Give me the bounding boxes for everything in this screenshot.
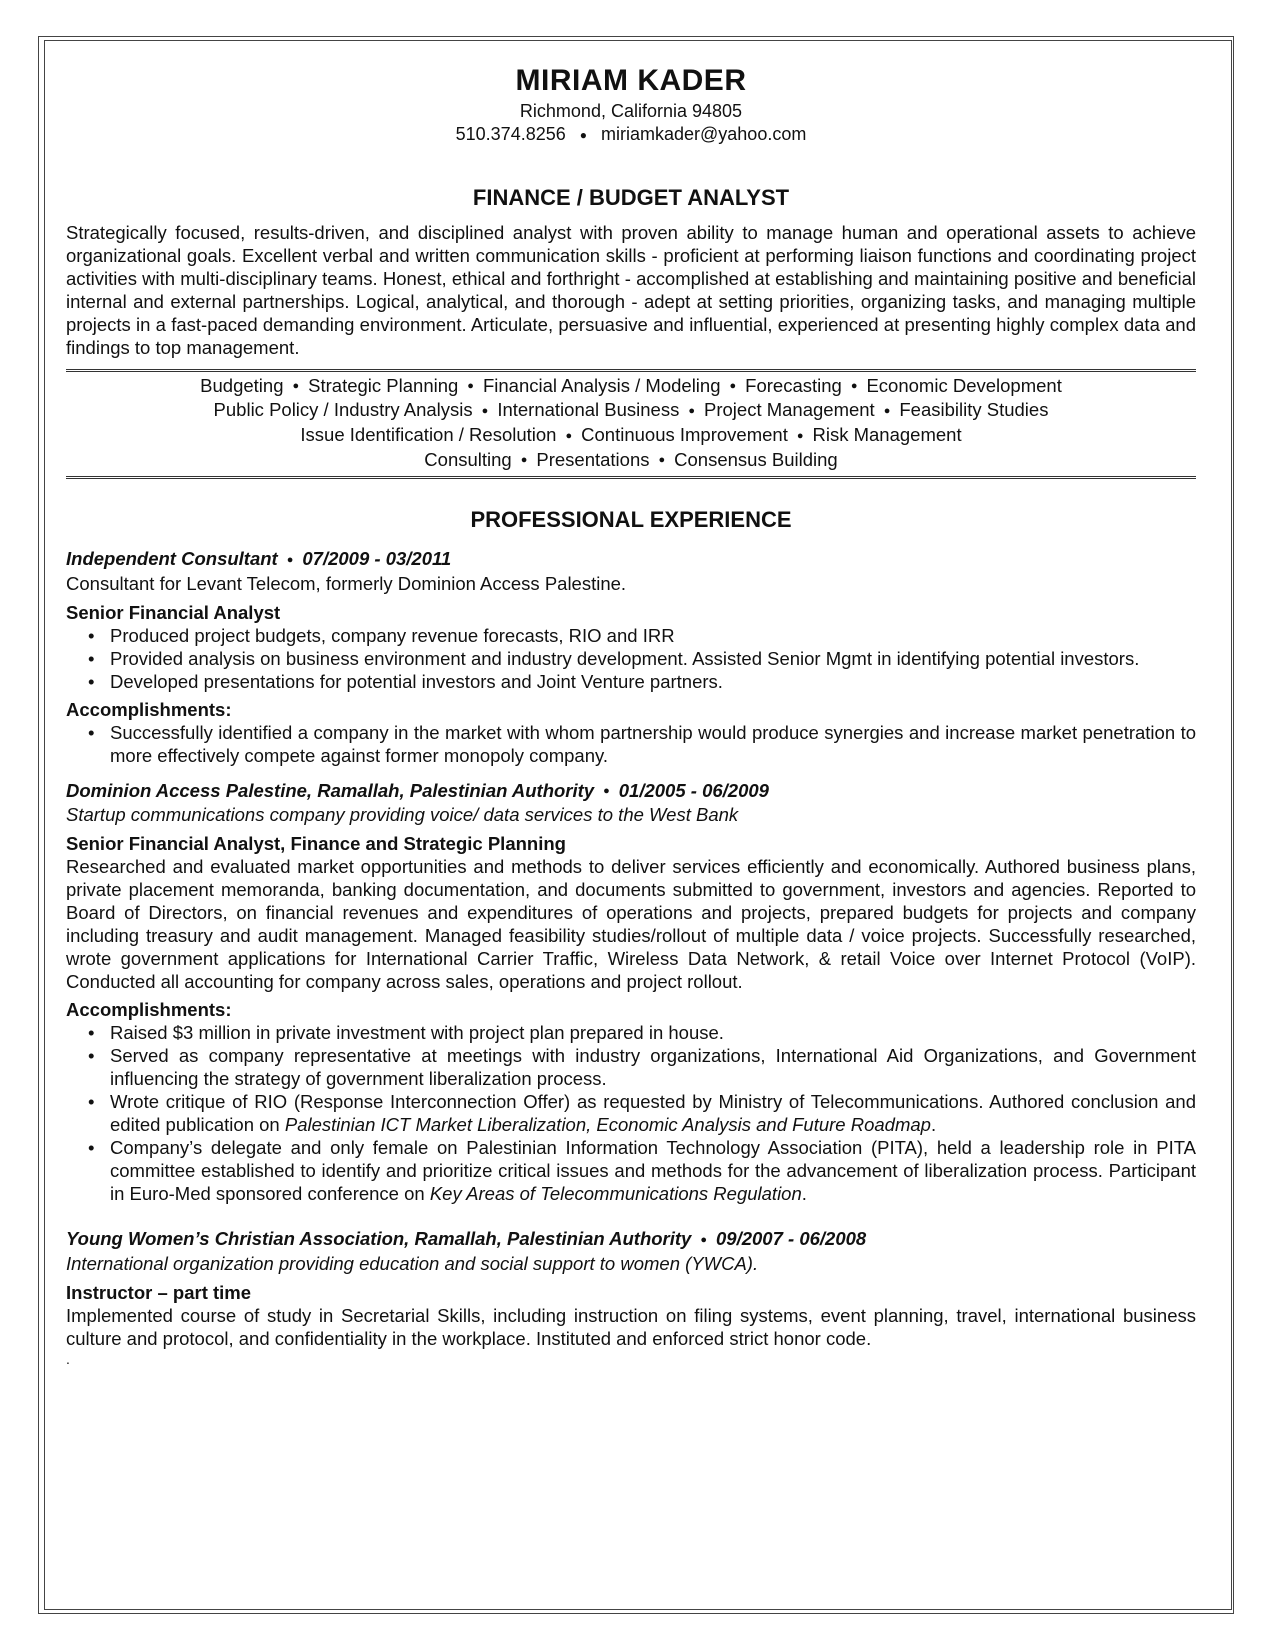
job-1-accomplishments-label: Accomplishments: xyxy=(66,698,232,720)
skills-box xyxy=(66,369,1196,479)
bullet-dot-icon: ● xyxy=(286,553,294,566)
text-run: Company’s delegate and only female on Palestinian Information Technology Association (PITA), held a leadership role in PITA committee established to identify and prioritize critical issues and methods for the advancement of liberalization process. Participant in Euro-Med sponsored conference on xyxy=(110,1137,1196,1205)
list-item: • Produced project budgets, company revenue forecasts, RIO and IRR xyxy=(110,624,1196,647)
job-2-dates: 01/2005 - 06/2009 xyxy=(618,779,769,801)
skill: Economic Development xyxy=(866,374,1062,396)
bullet-dot-icon: ● xyxy=(467,380,474,393)
bullet-dot-icon: ● xyxy=(658,454,666,467)
list-item: • Developed presentations for potential investors and Joint Venture partners. xyxy=(110,670,1196,693)
bullet-dot-icon: ● xyxy=(565,429,573,442)
skill: International Business xyxy=(497,399,680,421)
bullet-dot-icon: ● xyxy=(292,380,300,393)
text-run: Wrote critique of RIO (Response Interconnection Offer) as requested by Ministry of Telecommunications. Authored conclusion and edited publication on xyxy=(110,1091,1196,1136)
skill: Financial Analysis / Modeling xyxy=(482,374,721,396)
skill: Risk Management xyxy=(812,423,962,445)
bullet-dot-icon: ● xyxy=(688,404,695,417)
job-3-role: Instructor – part time xyxy=(66,1282,252,1304)
contact-line xyxy=(66,123,1196,147)
list-item xyxy=(110,1136,1196,1205)
experience-heading: PROFESSIONAL EXPERIENCE xyxy=(470,507,792,533)
bullet-dot-icon: ● xyxy=(883,404,891,417)
candidate-name: MIRIAM KADER xyxy=(515,64,747,97)
skills-row-2 xyxy=(66,398,1196,423)
phone: 510.374.8256 xyxy=(455,124,566,144)
job-3-description: International organization providing education and social support to women (YWCA). xyxy=(66,1253,759,1275)
job-3-company: Young Women’s Christian Association, Ramallah, Palestinian Authority xyxy=(66,1228,692,1250)
list-item: • Raised $3 million in private investment with project plan prepared in house. xyxy=(110,1021,1196,1044)
job-2-paragraph: Researched and evaluated market opportunities and methods to deliver services efficiently and economically. Authored business plans, private placement memoranda, banking documentation, and documents submitted to government, investors and agencies. Reported to Board of Directors, on financial revenues and expenditures of operations and projects, prepared budgets for projects and company including treasury and audit management. Managed feasibility studies/rollout of multiple data / voice projects. Successfully researched, wrote government applications for International Carrier Traffic, Wireless Data Network, & retail Voice over Internet Protocol (VoIP). Conducted all accounting for company across sales, operations and project rollout. xyxy=(66,856,1196,993)
job-2-role: Senior Financial Analyst, Finance and Strategic Planning xyxy=(66,833,566,855)
trailing-mark: . xyxy=(66,1351,70,1368)
job-2-accomplishments xyxy=(66,1021,1196,1205)
job-2-header xyxy=(66,779,1196,804)
skill: Presentations xyxy=(536,448,650,470)
text-run: . xyxy=(930,1114,937,1136)
job-1-dates: 07/2009 - 03/2011 xyxy=(302,548,452,570)
skill: Issue Identification / Resolution xyxy=(300,423,557,445)
separator-icon: ● xyxy=(579,127,587,142)
job-1-accomplishments xyxy=(66,721,1196,767)
job-2-accomplishments-label: Accomplishments: xyxy=(66,999,232,1021)
publication-title: Palestinian ICT Market Liberalization, Economic Analysis and Future Roadmap xyxy=(284,1114,931,1136)
job-3-dates: 09/2007 - 06/2008 xyxy=(716,1228,867,1250)
summary-paragraph: Strategically focused, results-driven, and disciplined analyst with proven ability to manage human and operational assets to achieve organizational goals. Excellent verbal and written communication skills - proficient at performing liaison functions and coordinating project activities with multi-disciplinary teams. Honest, ethical and forthright - accomplished at establishing and maintaining positive and beneficial internal and external partnerships. Logical, analytical, and thorough - adept at setting priorities, organizing tasks, and managing multiple projects in a fast-paced demanding environment. Articulate, persuasive and influential, experienced at presenting highly complex data and findings to top management. xyxy=(66,221,1196,358)
bullet-dot-icon: ● xyxy=(729,380,737,393)
job-1-company: Independent Consultant xyxy=(66,548,278,570)
bullet-dot-icon: ● xyxy=(603,785,610,798)
job-2-description: Startup communications company providing voice/ data services to the West Bank xyxy=(66,804,739,826)
skill: Continuous Improvement xyxy=(581,423,788,445)
job-3-header xyxy=(66,1227,1196,1252)
skill: Budgeting xyxy=(200,374,284,396)
skill: Feasibility Studies xyxy=(899,399,1049,421)
email: miriamkader@yahoo.com xyxy=(601,124,807,144)
job-1-description: Consultant for Levant Telecom, formerly Dominion Access Palestine. xyxy=(66,572,627,594)
job-1-role: Senior Financial Analyst xyxy=(66,601,281,623)
address: Richmond, California 94805 xyxy=(519,101,743,121)
list-item: • Served as company representative at meetings with industry organizations, International Aid Organizations, and Government influencing the strategy of government liberalization process. xyxy=(110,1044,1196,1090)
resume-page xyxy=(66,62,1196,1368)
text-run: . xyxy=(801,1183,807,1205)
list-item: • Successfully identified a company in the market with whom partnership would produce synergies and increase market penetration to more effectively compete against former monopoly company. xyxy=(110,721,1196,767)
skill: Consensus Building xyxy=(674,448,838,470)
skills-row-4 xyxy=(66,448,1196,473)
list-item: • Provided analysis on business environment and industry development. Assisted Senior Mgmt in identifying potential investors. xyxy=(110,647,1196,670)
job-1-header xyxy=(66,547,1196,572)
job-2-company: Dominion Access Palestine, Ramallah, Palestinian Authority xyxy=(66,779,595,801)
skills-row-3 xyxy=(66,423,1196,448)
bullet-dot-icon: ● xyxy=(520,454,528,467)
skills-row-1 xyxy=(66,374,1196,399)
job-1-duties xyxy=(66,624,1196,693)
bullet-dot-icon: ● xyxy=(700,1234,707,1247)
professional-title: FINANCE / BUDGET ANALYST xyxy=(472,184,790,210)
skill: Public Policy / Industry Analysis xyxy=(213,399,473,421)
job-3-paragraph: Implemented course of study in Secretarial Skills, including instruction on filing systems, event planning, travel, international business culture and protocol, and confidentiality in the workplace. Instituted and enforced strict honor code. xyxy=(66,1305,1196,1350)
skill: Project Management xyxy=(704,399,875,421)
bullet-dot-icon: ● xyxy=(481,404,489,417)
skill: Strategic Planning xyxy=(308,374,459,396)
skill: Consulting xyxy=(424,448,512,470)
skill: Forecasting xyxy=(745,374,842,396)
bullet-dot-icon: ● xyxy=(850,380,858,393)
conference-title: Key Areas of Telecommunications Regulation xyxy=(429,1183,802,1205)
bullet-dot-icon: ● xyxy=(796,429,804,442)
list-item xyxy=(110,1090,1196,1136)
